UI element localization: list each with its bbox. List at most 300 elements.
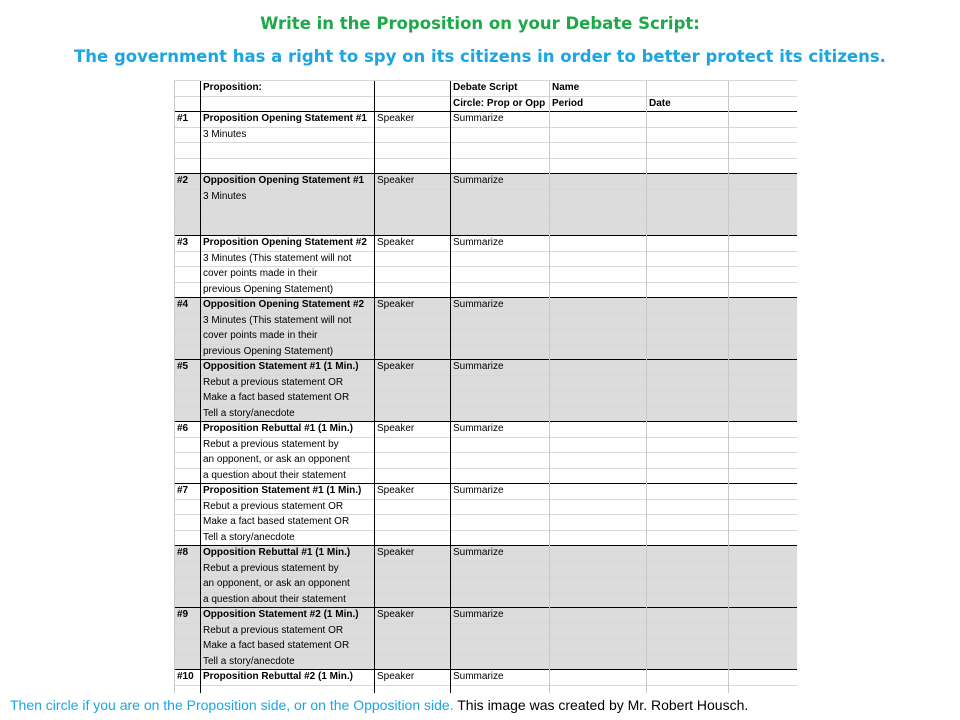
table-cell xyxy=(729,174,798,190)
table-cell xyxy=(729,127,798,143)
table-cell xyxy=(375,375,451,391)
table-cell xyxy=(550,453,647,469)
footer-instruction: Then circle if you are on the Proposition side, or on the Opposition side. xyxy=(10,697,454,713)
table-cell xyxy=(729,530,798,546)
table-cell xyxy=(451,406,550,422)
table-cell: Tell a story/anecdote xyxy=(201,406,375,422)
table-cell xyxy=(451,251,550,267)
table-cell xyxy=(647,236,729,252)
table-cell xyxy=(647,267,729,283)
debate-script-sheet xyxy=(174,80,797,693)
table-cell xyxy=(729,468,798,484)
table-cell xyxy=(550,112,647,128)
table-cell: Opposition Opening Statement #2 xyxy=(201,298,375,314)
table-cell xyxy=(550,685,647,693)
table-cell: Opposition Statement #2 (1 Min.) xyxy=(201,608,375,624)
table-cell: Speaker xyxy=(375,360,451,376)
section-row xyxy=(175,685,798,693)
table-cell xyxy=(175,639,201,655)
table-cell xyxy=(451,499,550,515)
table-cell xyxy=(729,685,798,693)
table-cell: Make a fact based statement OR xyxy=(201,639,375,655)
table-cell: Tell a story/anecdote xyxy=(201,654,375,670)
section-row xyxy=(175,453,798,469)
table-cell: Proposition Statement #1 (1 Min.) xyxy=(201,484,375,500)
table-cell xyxy=(550,313,647,329)
table-cell xyxy=(175,468,201,484)
table-cell xyxy=(375,158,451,174)
table-cell: Summarize xyxy=(451,484,550,500)
table-cell xyxy=(550,329,647,345)
table-cell xyxy=(647,468,729,484)
table-cell xyxy=(729,96,798,112)
table-cell xyxy=(451,282,550,298)
section-row xyxy=(175,127,798,143)
table-cell xyxy=(647,592,729,608)
table-cell xyxy=(550,236,647,252)
table-cell: Debate Script xyxy=(451,81,550,97)
table-cell xyxy=(647,158,729,174)
table-cell xyxy=(647,670,729,686)
table-cell xyxy=(729,654,798,670)
table-cell xyxy=(647,313,729,329)
table-cell xyxy=(647,81,729,97)
section-row xyxy=(175,313,798,329)
table-cell xyxy=(550,360,647,376)
table-cell xyxy=(375,685,451,693)
table-cell xyxy=(201,143,375,159)
header-row xyxy=(175,81,798,97)
table-cell xyxy=(451,515,550,531)
table-cell xyxy=(451,205,550,221)
table-cell: Summarize xyxy=(451,546,550,562)
table-cell xyxy=(550,468,647,484)
table-cell xyxy=(451,437,550,453)
table-cell: #8 xyxy=(175,546,201,562)
table-cell xyxy=(647,282,729,298)
table-cell xyxy=(647,189,729,205)
table-cell xyxy=(550,251,647,267)
table-cell xyxy=(550,143,647,159)
table-cell xyxy=(550,298,647,314)
table-cell xyxy=(175,654,201,670)
table-cell xyxy=(729,639,798,655)
table-cell xyxy=(550,344,647,360)
section-row xyxy=(175,654,798,670)
table-cell xyxy=(375,437,451,453)
table-cell xyxy=(451,623,550,639)
table-cell xyxy=(550,437,647,453)
page-title: Write in the Proposition on your Debate Script: xyxy=(260,14,700,33)
table-cell xyxy=(647,329,729,345)
table-cell xyxy=(729,484,798,500)
table-cell xyxy=(175,313,201,329)
table-cell: Proposition Opening Statement #1 xyxy=(201,112,375,128)
table-cell xyxy=(729,143,798,159)
section-row xyxy=(175,189,798,205)
table-cell xyxy=(175,499,201,515)
table-cell xyxy=(729,298,798,314)
table-cell xyxy=(729,437,798,453)
table-cell xyxy=(201,96,375,112)
table-cell xyxy=(175,685,201,693)
table-cell xyxy=(375,406,451,422)
table-cell: 3 Minutes xyxy=(201,189,375,205)
header-row xyxy=(175,96,798,112)
table-cell xyxy=(729,282,798,298)
footer xyxy=(10,697,748,713)
table-cell xyxy=(175,220,201,236)
section-row xyxy=(175,608,798,624)
table-cell xyxy=(175,127,201,143)
table-cell: Rebut a previous statement by xyxy=(201,561,375,577)
section-row xyxy=(175,267,798,283)
table-cell xyxy=(647,251,729,267)
table-cell xyxy=(375,313,451,329)
table-cell xyxy=(550,282,647,298)
table-cell: Make a fact based statement OR xyxy=(201,515,375,531)
table-cell: #5 xyxy=(175,360,201,376)
table-cell: cover points made in their xyxy=(201,329,375,345)
table-cell xyxy=(729,453,798,469)
table-cell xyxy=(175,561,201,577)
table-cell xyxy=(550,670,647,686)
table-cell xyxy=(647,654,729,670)
table-cell: Speaker xyxy=(375,484,451,500)
section-row xyxy=(175,515,798,531)
table-cell xyxy=(451,391,550,407)
table-cell xyxy=(550,546,647,562)
table-cell xyxy=(550,205,647,221)
table-cell: #10 xyxy=(175,670,201,686)
table-cell xyxy=(729,422,798,438)
footer-credit: This image was created by Mr. Robert Housch. xyxy=(457,697,749,713)
table-cell xyxy=(451,375,550,391)
table-cell: a question about their statement xyxy=(201,468,375,484)
table-cell xyxy=(550,499,647,515)
table-cell xyxy=(175,251,201,267)
table-cell xyxy=(729,189,798,205)
table-cell xyxy=(550,639,647,655)
table-cell xyxy=(729,81,798,97)
table-cell: 3 Minutes (This statement will not xyxy=(201,251,375,267)
table-cell: Summarize xyxy=(451,236,550,252)
table-cell: Date xyxy=(647,96,729,112)
table-cell xyxy=(647,298,729,314)
table-cell xyxy=(375,592,451,608)
table-cell xyxy=(647,375,729,391)
table-cell xyxy=(375,267,451,283)
table-cell: cover points made in their xyxy=(201,267,375,283)
section-row xyxy=(175,174,798,190)
table-cell: Summarize xyxy=(451,360,550,376)
table-cell xyxy=(550,577,647,593)
table-cell xyxy=(175,267,201,283)
table-cell xyxy=(175,344,201,360)
table-cell xyxy=(550,484,647,500)
table-cell: Name xyxy=(550,81,647,97)
table-cell xyxy=(647,577,729,593)
table-cell xyxy=(550,561,647,577)
table-cell xyxy=(550,406,647,422)
table-cell xyxy=(451,468,550,484)
section-row xyxy=(175,484,798,500)
table-cell xyxy=(550,189,647,205)
table-cell xyxy=(647,561,729,577)
table-cell: Speaker xyxy=(375,422,451,438)
section-row xyxy=(175,251,798,267)
table-cell: Speaker xyxy=(375,546,451,562)
table-cell xyxy=(451,189,550,205)
section-row xyxy=(175,205,798,221)
table-cell xyxy=(729,329,798,345)
section-row xyxy=(175,391,798,407)
table-cell xyxy=(647,344,729,360)
section-row xyxy=(175,468,798,484)
table-cell xyxy=(375,220,451,236)
table-cell xyxy=(647,422,729,438)
table-cell xyxy=(729,577,798,593)
table-cell xyxy=(647,530,729,546)
section-row xyxy=(175,546,798,562)
table-cell: Opposition Rebuttal #1 (1 Min.) xyxy=(201,546,375,562)
table-cell xyxy=(647,623,729,639)
table-cell xyxy=(729,546,798,562)
table-cell: #3 xyxy=(175,236,201,252)
section-row xyxy=(175,375,798,391)
table-cell xyxy=(647,453,729,469)
table-cell xyxy=(201,685,375,693)
table-cell xyxy=(451,685,550,693)
table-cell xyxy=(175,96,201,112)
table-cell xyxy=(729,112,798,128)
table-cell xyxy=(647,499,729,515)
table-cell: Period xyxy=(550,96,647,112)
table-cell xyxy=(175,453,201,469)
table-cell xyxy=(175,143,201,159)
table-cell xyxy=(729,220,798,236)
table-cell xyxy=(647,174,729,190)
table-cell: Circle: Prop or Opp xyxy=(451,96,550,112)
table-cell xyxy=(175,81,201,97)
table-cell: Speaker xyxy=(375,112,451,128)
table-cell xyxy=(451,267,550,283)
table-cell xyxy=(451,530,550,546)
table-cell xyxy=(729,515,798,531)
table-cell: #1 xyxy=(175,112,201,128)
table-cell xyxy=(375,577,451,593)
table-cell xyxy=(729,406,798,422)
table-cell xyxy=(175,592,201,608)
table-cell xyxy=(550,623,647,639)
table-cell: an opponent, or ask an opponent xyxy=(201,453,375,469)
table-cell xyxy=(375,453,451,469)
table-cell xyxy=(729,375,798,391)
table-cell xyxy=(375,391,451,407)
table-cell xyxy=(375,81,451,97)
table-cell xyxy=(375,639,451,655)
table-cell: #7 xyxy=(175,484,201,500)
table-cell xyxy=(175,189,201,205)
table-cell xyxy=(729,670,798,686)
table-cell xyxy=(550,592,647,608)
table-cell xyxy=(729,251,798,267)
table-cell xyxy=(201,220,375,236)
table-cell xyxy=(647,406,729,422)
table-cell xyxy=(647,437,729,453)
table-cell xyxy=(647,143,729,159)
table-cell xyxy=(647,360,729,376)
table-cell xyxy=(647,639,729,655)
table-cell xyxy=(451,453,550,469)
table-cell xyxy=(729,360,798,376)
section-row xyxy=(175,344,798,360)
table-cell xyxy=(647,685,729,693)
table-cell: previous Opening Statement) xyxy=(201,282,375,298)
section-row xyxy=(175,623,798,639)
section-row xyxy=(175,530,798,546)
table-cell xyxy=(375,329,451,345)
table-cell xyxy=(550,127,647,143)
table-cell xyxy=(375,143,451,159)
table-cell xyxy=(451,654,550,670)
table-cell xyxy=(175,391,201,407)
table-cell xyxy=(375,561,451,577)
table-cell: Summarize xyxy=(451,174,550,190)
table-cell xyxy=(647,220,729,236)
table-cell xyxy=(375,515,451,531)
script-body xyxy=(175,81,798,694)
table-cell xyxy=(175,515,201,531)
table-cell xyxy=(375,96,451,112)
table-cell xyxy=(729,608,798,624)
table-cell: a question about their statement xyxy=(201,592,375,608)
section-row xyxy=(175,158,798,174)
section-row xyxy=(175,282,798,298)
table-cell xyxy=(729,499,798,515)
table-cell xyxy=(375,205,451,221)
table-cell xyxy=(550,515,647,531)
table-cell xyxy=(451,220,550,236)
table-cell xyxy=(451,313,550,329)
table-cell xyxy=(175,577,201,593)
table-cell xyxy=(375,468,451,484)
table-cell xyxy=(175,406,201,422)
table-cell xyxy=(375,623,451,639)
section-row xyxy=(175,592,798,608)
table-cell xyxy=(451,639,550,655)
table-cell xyxy=(175,282,201,298)
table-cell: previous Opening Statement) xyxy=(201,344,375,360)
section-row xyxy=(175,143,798,159)
table-cell xyxy=(550,530,647,546)
table-cell xyxy=(375,654,451,670)
table-cell xyxy=(451,158,550,174)
table-cell xyxy=(375,499,451,515)
table-cell xyxy=(729,561,798,577)
section-row xyxy=(175,561,798,577)
table-cell xyxy=(729,344,798,360)
table-cell: Rebut a previous statement OR xyxy=(201,375,375,391)
table-cell xyxy=(375,344,451,360)
section-row xyxy=(175,360,798,376)
table-cell: an opponent, or ask an opponent xyxy=(201,577,375,593)
table-cell xyxy=(647,515,729,531)
table-cell xyxy=(550,158,647,174)
table-cell xyxy=(729,205,798,221)
section-row xyxy=(175,236,798,252)
table-cell xyxy=(550,220,647,236)
table-cell xyxy=(451,127,550,143)
proposition-statement: The government has a right to spy on its citizens in order to better protect its citizens. xyxy=(74,47,886,66)
table-cell xyxy=(550,391,647,407)
table-cell: Speaker xyxy=(375,670,451,686)
debate-script-table xyxy=(174,80,797,693)
table-cell: Speaker xyxy=(375,608,451,624)
table-cell xyxy=(729,391,798,407)
table-cell xyxy=(729,592,798,608)
table-cell xyxy=(451,344,550,360)
section-row xyxy=(175,406,798,422)
table-cell xyxy=(451,143,550,159)
table-cell: Summarize xyxy=(451,422,550,438)
table-cell xyxy=(550,422,647,438)
table-cell: #4 xyxy=(175,298,201,314)
table-cell: Rebut a previous statement by xyxy=(201,437,375,453)
table-cell xyxy=(375,282,451,298)
table-cell xyxy=(729,267,798,283)
table-cell: Rebut a previous statement OR xyxy=(201,499,375,515)
table-cell xyxy=(550,375,647,391)
table-cell: Proposition: xyxy=(201,81,375,97)
table-cell: #2 xyxy=(175,174,201,190)
table-cell xyxy=(201,205,375,221)
table-cell xyxy=(647,391,729,407)
table-cell xyxy=(201,158,375,174)
table-cell xyxy=(375,189,451,205)
table-cell: Speaker xyxy=(375,174,451,190)
table-cell xyxy=(375,251,451,267)
table-cell xyxy=(175,158,201,174)
table-cell: Make a fact based statement OR xyxy=(201,391,375,407)
table-cell xyxy=(550,608,647,624)
table-cell: #6 xyxy=(175,422,201,438)
section-row xyxy=(175,437,798,453)
section-row xyxy=(175,220,798,236)
table-cell xyxy=(729,158,798,174)
table-cell xyxy=(175,623,201,639)
section-row xyxy=(175,298,798,314)
table-cell xyxy=(451,561,550,577)
table-cell xyxy=(729,313,798,329)
table-cell xyxy=(550,267,647,283)
table-cell: Proposition Rebuttal #2 (1 Min.) xyxy=(201,670,375,686)
section-row xyxy=(175,422,798,438)
table-cell xyxy=(175,205,201,221)
table-cell xyxy=(647,546,729,562)
section-row xyxy=(175,639,798,655)
section-row xyxy=(175,670,798,686)
table-cell: 3 Minutes xyxy=(201,127,375,143)
table-cell: Opposition Opening Statement #1 xyxy=(201,174,375,190)
table-cell xyxy=(647,127,729,143)
table-cell: Summarize xyxy=(451,112,550,128)
table-cell: Speaker xyxy=(375,298,451,314)
table-cell xyxy=(451,592,550,608)
table-cell: Opposition Statement #1 (1 Min.) xyxy=(201,360,375,376)
table-cell xyxy=(175,329,201,345)
table-cell: #9 xyxy=(175,608,201,624)
